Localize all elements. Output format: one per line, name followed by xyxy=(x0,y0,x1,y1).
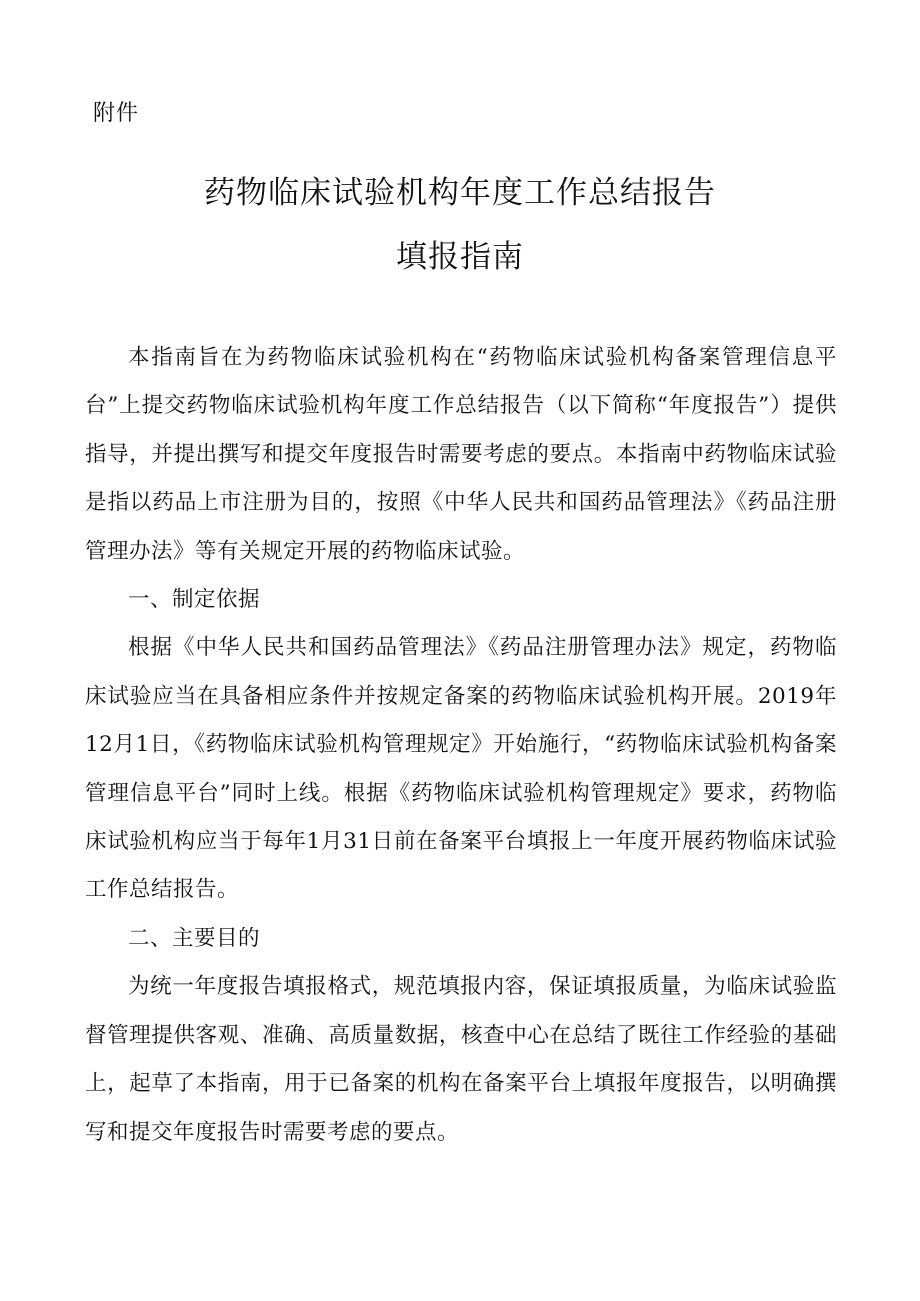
document-title-line-2: 填报指南 xyxy=(396,239,524,275)
intro-paragraph: 本指南旨在为药物临床试验机构在“药物临床试验机构备案管理信息平台”上提交药物临床试验机构年度工作总结报告（以下简称“年度报告”）提供指导，并提出撰写和提交年度报告时需要考虑的要点。本指南中药物临床试验是指以药品上市注册为目的，按照《中华人民共和国药品管理法》《药品注册管理办法》等有关规定开展的药物临床试验。 xyxy=(85,345,837,564)
section-basis-paragraph: 根据《中华人民共和国药品管理法》《药品注册管理办法》规定，药物临床试验应当在具备相应条件并按规定备案的药物临床试验机构开展。2019年12月1日，《药物临床试验机构管理规定》开始施行，“药物临床试验机构备案管理信息平台”同时上线。根据《药物临床试验机构管理规定》要求，药物临床试验机构应当于每年1月31日前在备案平台填报上一年度开展药物临床试验工作总结报告。 xyxy=(85,635,837,903)
section-purpose-paragraph: 为统一年度报告填报格式，规范填报内容，保证填报质量，为临床试验监督管理提供客观、准确、高质量数据，核查中心在总结了既往工作经验的基础上，起草了本指南，用于已备案的机构在备案平台上填报年度报告，以明确撰写和提交年度报告时需要考虑的要点。 xyxy=(85,974,837,1145)
document-body xyxy=(85,334,837,1157)
section-heading-purpose: 二、主要目的 xyxy=(128,925,261,951)
attachment-label: 附件 xyxy=(93,101,140,126)
document-title-line-1: 药物临床试验机构年度工作总结报告 xyxy=(204,175,716,211)
section-heading-basis: 一、制定依据 xyxy=(128,587,261,613)
